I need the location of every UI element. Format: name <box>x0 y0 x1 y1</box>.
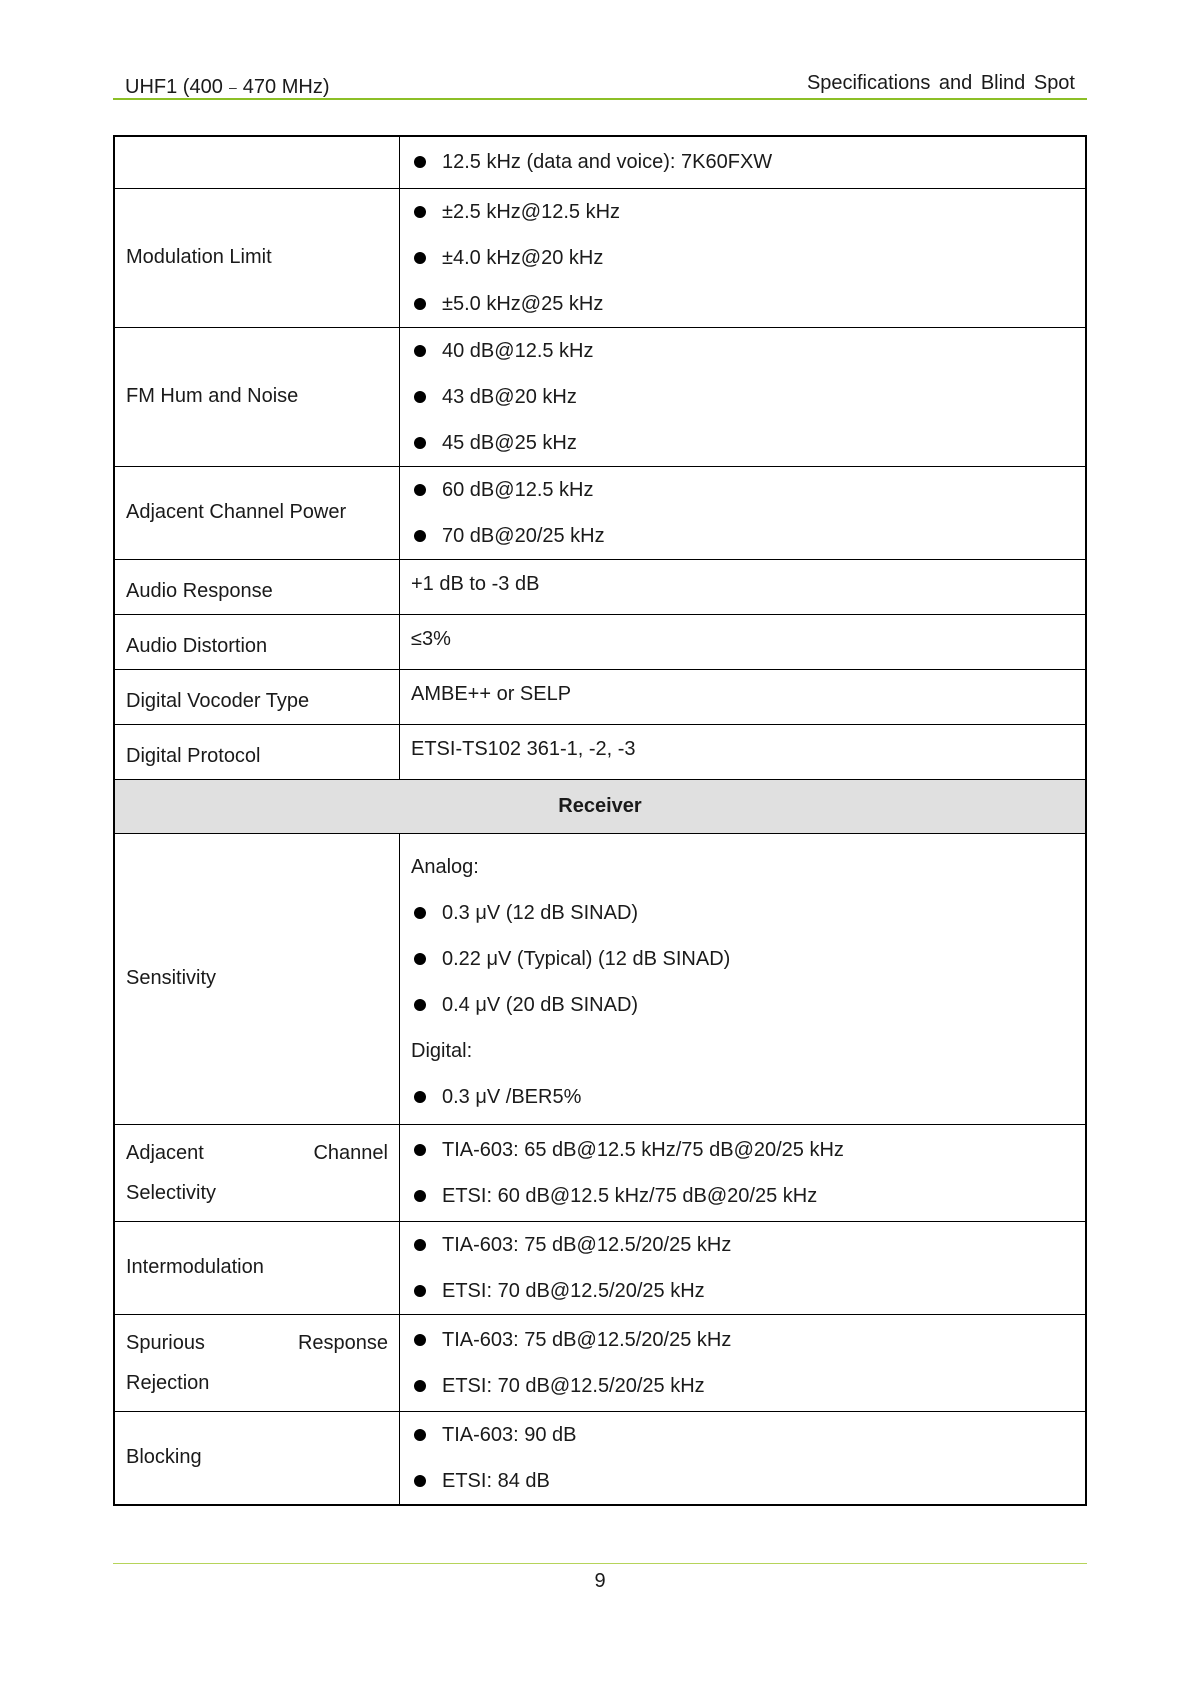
row-value-sensitivity <box>400 833 1087 1124</box>
list-item: 70 dB@20/25 kHz <box>411 513 1074 559</box>
list-item: 60 dB@12.5 kHz <box>411 467 1074 513</box>
table-row <box>114 614 1086 669</box>
list-item: 12.5 kHz (data and voice): 7K60FXW <box>411 139 1074 185</box>
page-header <box>113 68 1087 100</box>
row-label-emission <box>114 136 400 188</box>
table-row <box>114 1314 1086 1411</box>
table-row <box>114 833 1086 1124</box>
page-footer <box>113 1563 1087 1592</box>
row-label-audio-response: Audio Response <box>114 559 400 614</box>
list-item: 40 dB@12.5 kHz <box>411 328 1074 374</box>
list-item: 0.4 μV (20 dB SINAD) <box>411 982 1074 1028</box>
list-item: ±2.5 kHz@12.5 kHz <box>411 189 1074 235</box>
label-part: Selectivity <box>126 1181 217 1204</box>
list-item: TIA-603: 90 dB <box>411 1412 1074 1458</box>
table-row <box>114 327 1086 466</box>
row-value-adjacent-channel-selectivity <box>400 1124 1087 1221</box>
list-item: ETSI: 70 dB@12.5/20/25 kHz <box>411 1268 1074 1314</box>
list-item: TIA-603: 75 dB@12.5/20/25 kHz <box>411 1222 1074 1268</box>
list-item: 0.3 μV /BER5% <box>411 1074 1074 1120</box>
list-item: TIA-603: 65 dB@12.5 kHz/75 dB@20/25 kHz <box>411 1127 1074 1173</box>
header-product: UHF1 (400﹣470 MHz) <box>125 76 330 98</box>
row-label-digital-protocol: Digital Protocol <box>114 724 400 779</box>
table-row <box>114 559 1086 614</box>
row-label-digital-vocoder-type: Digital Vocoder Type <box>114 669 400 724</box>
list-item: TIA-603: 75 dB@12.5/20/25 kHz <box>411 1317 1074 1363</box>
row-label-blocking: Blocking <box>114 1411 400 1505</box>
list-item: ±4.0 kHz@20 kHz <box>411 235 1074 281</box>
table-row <box>114 466 1086 559</box>
table-row <box>114 724 1086 779</box>
label-part: Rejection <box>126 1371 210 1394</box>
spec-table <box>113 135 1087 1506</box>
row-value-digital-protocol: ETSI-TS102 361-1, -2, -3 <box>400 724 1087 779</box>
label-part: Channel <box>313 1141 388 1164</box>
table-row <box>114 1124 1086 1221</box>
table-row <box>114 188 1086 327</box>
row-label-fm-hum-noise: FM Hum and Noise <box>114 327 400 466</box>
list-item: 0.22 μV (Typical) (12 dB SINAD) <box>411 936 1074 982</box>
row-value-intermodulation <box>400 1221 1087 1314</box>
list-item: 45 dB@25 kHz <box>411 420 1074 466</box>
header-section-title: Specifications and Blind Spot <box>806 72 1075 94</box>
list-item: ETSI: 84 dB <box>411 1458 1074 1504</box>
table-row <box>114 1221 1086 1314</box>
row-value-digital-vocoder-type: AMBE++ or SELP <box>400 669 1087 724</box>
section-header-receiver: Receiver <box>114 779 1086 833</box>
row-value-audio-response: +1 dB to -3 dB <box>400 559 1087 614</box>
table-row <box>114 779 1086 833</box>
list-item: ETSI: 60 dB@12.5 kHz/75 dB@20/25 kHz <box>411 1173 1074 1219</box>
row-value-spurious-response-rejection <box>400 1314 1087 1411</box>
row-label-modulation-limit: Modulation Limit <box>114 188 400 327</box>
label-part: Adjacent <box>126 1141 204 1164</box>
row-value-adjacent-channel-power <box>400 466 1087 559</box>
table-row <box>114 1411 1086 1505</box>
list-item: 43 dB@20 kHz <box>411 374 1074 420</box>
row-value-emission <box>400 136 1087 188</box>
label-part: Response <box>297 1331 388 1354</box>
row-value-fm-hum-noise <box>400 327 1087 466</box>
row-value-blocking <box>400 1411 1087 1505</box>
list-item: ±5.0 kHz@25 kHz <box>411 281 1074 327</box>
page-number: 9 <box>594 1570 606 1592</box>
row-label-adjacent-channel-selectivity <box>114 1124 400 1221</box>
list-item: ETSI: 70 dB@12.5/20/25 kHz <box>411 1363 1074 1409</box>
row-label-intermodulation: Intermodulation <box>114 1221 400 1314</box>
analog-label: Analog: <box>411 855 479 878</box>
table-row <box>114 669 1086 724</box>
row-label-spurious-response-rejection <box>114 1314 400 1411</box>
table-row <box>114 136 1086 188</box>
row-value-audio-distortion: ≤3% <box>400 614 1087 669</box>
row-label-audio-distortion: Audio Distortion <box>114 614 400 669</box>
digital-label: Digital: <box>411 1039 473 1062</box>
label-part: Spurious <box>126 1331 205 1354</box>
row-value-modulation-limit <box>400 188 1087 327</box>
row-label-adjacent-channel-power: Adjacent Channel Power <box>114 466 400 559</box>
list-item: 0.3 μV (12 dB SINAD) <box>411 890 1074 936</box>
row-label-sensitivity: Sensitivity <box>114 833 400 1124</box>
